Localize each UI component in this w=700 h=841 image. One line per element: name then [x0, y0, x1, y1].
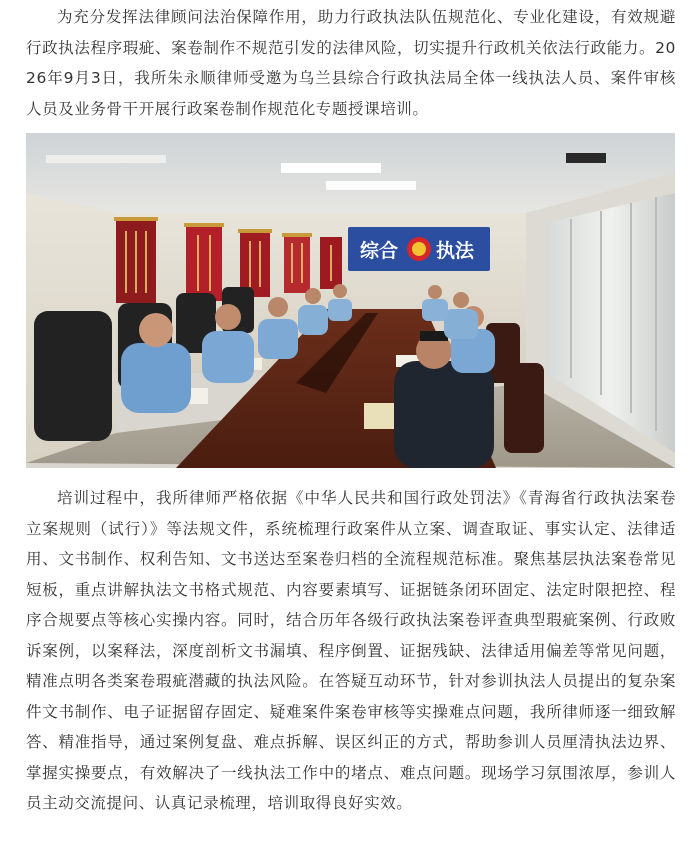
training-photo-scene — [26, 133, 675, 468]
article-paragraph-intro: 为充分发挥法律顾问法治保障作用，助力行政执法队伍规范化、专业化建设，有效规避行政执法程序瑕疵、案卷制作不规范引发的法律风险，切实提升行政机关依法行政能力。2026年9月3日，我所朱永顺律师受邀为乌兰县综合行政执法局全体一线执法人员、案件审核人员及业务骨干开展行政案卷制作规范化专题授课培训。 — [26, 8, 676, 118]
training-photo — [26, 133, 675, 468]
wall-sign-left-text: 综合 — [360, 240, 399, 262]
wall-sign-right-text: 执法 — [436, 240, 475, 262]
article-paragraph-training: 培训过程中，我所律师严格依据《中华人民共和国行政处罚法》《青海省行政执法案卷立案规则（试行）》等法规文件，系统梳理行政案件从立案、调查取证、事实认定、法律适用、文书制作、权利告知、文书送达至案卷归档的全流程规范标准。聚焦基层执法案卷常见短板，重点讲解执法文书格式规范、内容要素填写、证据链条闭环固定、法定时限把控、程序合规要点等核心实操内容。同时，结合历年各级行政执法案卷评查典型瑕疵案例、行政败诉案例，以案释法，深度剖析文书漏填、程序倒置、证据残缺、法律适用偏差等常见问题，精准点明各类案卷瑕疵潜藏的执法风险。在答疑互动环节，针对参训执法人员提出的复杂案件文书制作、电子证据留存固定、疑难案件案卷审核等实操难点问题，我所律师逐一细致解答、精准指导，通过案例复盘、难点拆解、误区纠正的方式，帮助参训人员厘清执法边界、掌握实操要点，有效解决了一线执法工作中的堵点、难点问题。现场学习氛围浓厚，参训人员主动交流提问、认真记录梳理，培训取得良好实效。 — [26, 489, 676, 812]
